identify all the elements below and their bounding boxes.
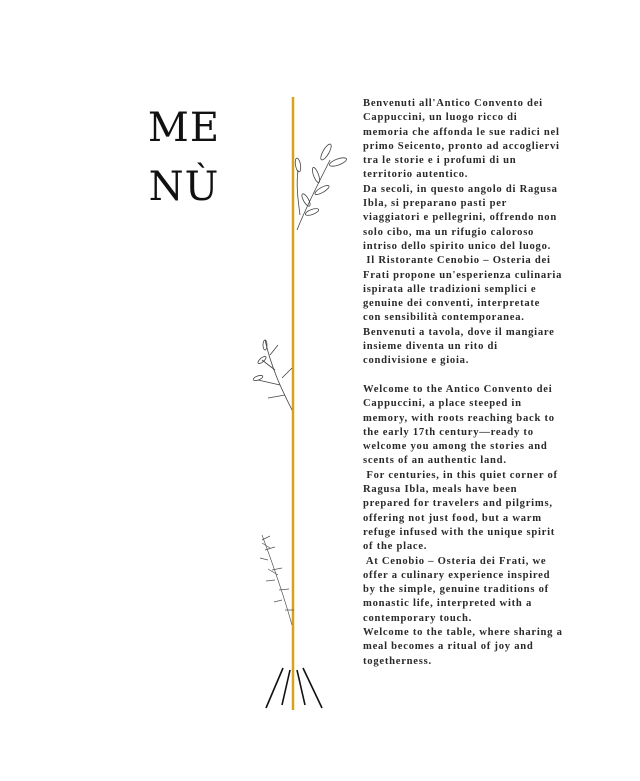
paragraph-line: memory, with roots reaching back to (363, 412, 555, 424)
paragraph-line: memoria che affonda le sue radici nel (363, 126, 560, 138)
menu-introduction (363, 97, 603, 669)
paragraph-line: viaggiatori e pellegrini, offrendo non (363, 212, 557, 224)
paragraph-line: territorio autentico. (363, 169, 469, 181)
olive-sprig-icon (294, 143, 347, 230)
paragraph-line: Ragusa Ibla, meals have been (363, 484, 518, 496)
italian-introduction (363, 97, 603, 369)
menu-title-line-1: ME (147, 105, 221, 151)
paragraph-line: refuge infused with the unique spirit (363, 526, 556, 538)
paragraph-line: tra le storie e i profumi di un (363, 155, 517, 167)
paragraph-line: At Cenobio – Osteria dei Frati, we (363, 555, 547, 567)
paragraph-line: Benvenuti all'Antico Convento dei (363, 98, 543, 109)
herb-sprig-icon (253, 340, 292, 410)
paragraph-line: insieme diventa un rito di (363, 341, 498, 353)
paragraph-line: Welcome to the table, where sharing a (363, 626, 563, 638)
paragraph-line: Il Ristorante Cenobio – Osteria dei (363, 255, 551, 267)
paragraph-line: meal becomes a ritual of joy and (363, 641, 534, 653)
paragraph-line: Frati propone un'esperienza culinaria (363, 269, 563, 281)
paragraph-line: primo Seicento, pronto ad accogliervi (363, 140, 560, 152)
paragraph-line: Welcome to the Antico Convento dei (363, 383, 553, 395)
menu-title-line-2: NÙ (148, 164, 220, 210)
paragraph-line: Da secoli, in questo angolo di Ragusa (363, 183, 558, 195)
paragraph-line: monastic life, interpreted with a (363, 598, 533, 610)
paragraph-line: con sensibilità contemporanea. (363, 312, 525, 324)
paragraph-line: Cappuccini, a place steeped in (363, 398, 522, 410)
paragraph-line: by the simple, genuine traditions of (363, 584, 549, 596)
paragraph-line: welcome you among the stories and (363, 441, 548, 453)
paragraph-line: solo cibo, ma un rifugio caloroso (363, 226, 535, 238)
lavender-sprig-icon (260, 535, 294, 625)
paragraph-line: togetherness. (363, 655, 432, 667)
paragraph-line: Ibla, si preparano pasti per (363, 198, 508, 210)
paragraph-line: scents of an authentic land. (363, 455, 507, 467)
paragraph-line: offer a culinary experience inspired (363, 569, 551, 581)
paragraph-line: of the place. (363, 541, 428, 553)
paragraph-line: ispirata alle tradizioni semplici e (363, 283, 537, 295)
paragraph-line: Cappuccini, un luogo ricco di (363, 112, 518, 124)
paragraph-line: condivisione e gioia. (363, 355, 470, 367)
paragraph-line: offering not just food, but a warm (363, 512, 542, 524)
paragraph-line: the early 17th century—ready to (363, 426, 534, 438)
paragraph-line: contemporary touch. (363, 612, 472, 624)
paragraph-line: prepared for travelers and pilgrims, (363, 498, 553, 510)
english-introduction (363, 383, 603, 669)
paragraph-line: genuine dei conventi, interpretate (363, 298, 541, 310)
paragraph-line: For centuries, in this quiet corner of (363, 469, 558, 481)
paragraph-line: Benvenuti a tavola, dove il mangiare (363, 326, 555, 338)
paragraph-line: intriso dello spirito unico del luogo. (363, 240, 552, 252)
